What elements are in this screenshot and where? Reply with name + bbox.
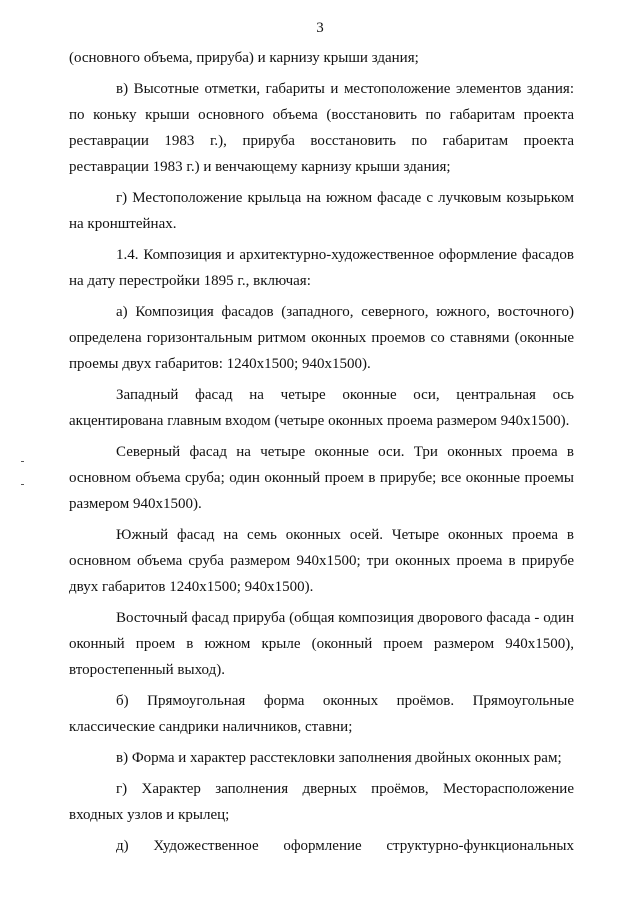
paragraph-doors: г) Характер заполнения дверных проёмов, Месторасположение входных узлов и крылец;: [69, 781, 574, 823]
paragraph-window-shape: б) Прямоугольная форма оконных проёмов. Прямоугольные классические сандрики наличников, ставни;: [69, 693, 574, 735]
paragraph-north-facade: Северный фасад на четыре оконные оси. Три оконных проема в основном объема сруба; один оконный проем в прирубе; все оконные проемы размером 940х1500).: [69, 444, 574, 512]
paragraph-west-facade: Западный фасад на четыре оконные оси, центральная ось акцентирована главным входом (четыре оконных проема размером 940х1500).: [69, 387, 574, 429]
paragraph-artistic-design: д) Художественное оформление структурно-функциональных: [116, 838, 574, 854]
paragraph-south-facade: Южный фасад на семь оконных осей. Четыре оконных проема в основном объема сруба размером 940х1500; три оконных проема в прирубе двух габаритов 1240х1500; 940х1500).: [69, 527, 574, 595]
document-body: [69, 45, 574, 864]
paragraph-porch-location: г) Местоположение крыльца на южном фасаде с лучковым козырьком на кронштейнах.: [69, 190, 574, 232]
margin-mark: [21, 484, 24, 485]
paragraph-east-facade: Восточный фасад прируба (общая композиция дворового фасада - один оконный проем в южном крыле (оконный проем размером 940х1500), второстепенный выход).: [69, 610, 574, 678]
paragraph-facade-composition: а) Композиция фасадов (западного, северного, южного, восточного) определена горизонтальным ритмом оконных проемов со ставнями (оконные проемы двух габаритов: 1240х1500; 940х1500).: [69, 304, 574, 372]
paragraph-heights-dimensions: в) Высотные отметки, габариты и местоположение элементов здания: по коньку крыши основного объема (восстановить по габаритам проекта реставрации 1983 г.), прируба восстановить по габаритам проекта реставрации 1983 г.) и венчающему карнизу крыши здания;: [69, 81, 574, 175]
paragraph-section-1-4: 1.4. Композиция и архитектурно-художественное оформление фасадов на дату перестройки 1895 г., включая:: [69, 247, 574, 289]
paragraph-continuation: (основного объема, прируба) и карнизу крыши здания;: [69, 50, 419, 66]
margin-mark: [21, 461, 24, 462]
page-number: 3: [316, 20, 324, 36]
paragraph-glazing: в) Форма и характер расстекловки заполнения двойных оконных рам;: [116, 750, 562, 766]
